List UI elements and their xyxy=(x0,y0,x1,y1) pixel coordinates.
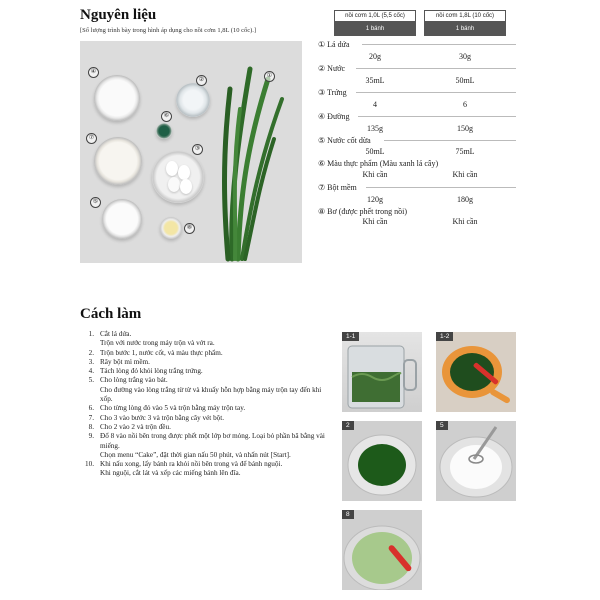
step-text: Trộn với nước trong máy trộn và vớt ra. xyxy=(100,339,215,348)
step-text: Cho lòng trắng vào bát. xyxy=(100,376,168,385)
food-coloring-image xyxy=(156,123,172,139)
value-1l: Khi cần xyxy=(362,170,388,179)
ingredient-label: ⑧ Bơ (được phết trong nồi) xyxy=(318,207,408,216)
step-number: 7. xyxy=(88,413,94,422)
row-divider xyxy=(358,116,516,117)
step-text: Khi nguội, cắt lát và xếp các miếng bánh lên đĩa. xyxy=(100,469,241,478)
step-text: Rây bột mì mềm. xyxy=(100,357,150,366)
list-item xyxy=(80,432,335,460)
value-18l: 30g xyxy=(459,52,471,61)
value-18l: 75mL xyxy=(455,147,475,156)
list-item xyxy=(80,358,335,367)
value-1l: 120g xyxy=(367,195,383,204)
column-header-18l-portion: 1 bánh xyxy=(455,26,475,32)
value-18l: Khi cần xyxy=(452,170,478,179)
list-item xyxy=(80,460,335,479)
step-number: 9. xyxy=(88,432,94,441)
row-divider xyxy=(384,140,516,141)
step-text: Đổ 8 vào nồi bên trong được phết một lớp bơ mỏng. Loại bỏ phần bã bằng vài miếng. xyxy=(100,432,325,450)
step-photo-8 xyxy=(342,510,422,590)
photo-number-4: ④ xyxy=(88,67,99,78)
coconut-milk-bowl-image xyxy=(102,199,142,239)
list-item xyxy=(80,414,335,423)
ingredients-title: Nguyên liệu xyxy=(80,7,157,23)
egg-image xyxy=(168,177,180,192)
egg-image xyxy=(178,165,190,180)
step-number: 10. xyxy=(85,460,94,469)
column-header-18l-cooker: nồi cơm 1,8L (10 cốc) xyxy=(424,10,506,22)
value-1l: 4 xyxy=(373,100,377,109)
step-photo-tag: 2 xyxy=(342,421,354,430)
steps-list xyxy=(80,330,335,479)
water-bowl-image xyxy=(176,83,210,117)
step-text: Cho 3 vào bước 3 và trộn bằng cây vét bột. xyxy=(100,413,225,422)
ingredients-photo xyxy=(80,41,302,263)
column-header-18l xyxy=(424,10,506,36)
ingredient-label: ① Lá dứa xyxy=(318,40,350,49)
step-text: Tách lòng đỏ khỏi lòng trắng trứng. xyxy=(100,367,203,376)
step-photo-tag: 1-2 xyxy=(436,332,453,341)
photo-number-1: ① xyxy=(264,71,275,82)
butter-dish-image xyxy=(160,217,182,239)
green-liquid-bowl-image xyxy=(342,421,422,501)
step-number: 4. xyxy=(88,367,94,376)
list-item xyxy=(80,404,335,413)
step-number: 2. xyxy=(88,348,94,357)
list-item xyxy=(80,367,335,376)
value-1l: 20g xyxy=(369,52,381,61)
step-text: Khi nấu xong, lấy bánh ra khỏi nồi bên trong và để bánh nguội. xyxy=(100,460,283,469)
column-header-1l-cooker: nồi cơm 1,0L (5,5 cốc) xyxy=(334,10,416,22)
list-item xyxy=(80,349,335,358)
ingredient-label: ⑥ Màu thực phẩm (Màu xanh lá cây) xyxy=(318,159,439,168)
list-item xyxy=(80,330,335,349)
photo-number-5: ⑤ xyxy=(90,197,101,208)
list-item xyxy=(80,376,335,404)
ingredient-label: ⑤ Nước cốt dừa xyxy=(318,136,371,145)
ingredients-note: [Số lượng trình bày trong hình áp dụng cho nồi cơm 1,8L (10 cốc).] xyxy=(80,27,257,34)
step-number: 8. xyxy=(88,422,94,431)
photo-number-2: ② xyxy=(196,75,207,86)
row-divider xyxy=(366,187,516,188)
step-photo-5 xyxy=(436,421,516,501)
column-header-1l-portion: 1 bánh xyxy=(365,26,385,32)
step-photo-tag: 1-1 xyxy=(342,332,359,341)
green-batter-image xyxy=(342,510,422,590)
strainer-image xyxy=(436,332,516,412)
step-text: Cho từng lòng đỏ vào 5 và trộn bằng máy trộn tay. xyxy=(100,404,246,413)
value-1l: 50mL xyxy=(365,147,385,156)
step-number: 6. xyxy=(88,404,94,413)
ingredient-label: ⑦ Bột mềm xyxy=(318,183,357,192)
step-number: 1. xyxy=(88,330,94,338)
method-title: Cách làm xyxy=(80,306,142,322)
ingredient-label: ② Nước xyxy=(318,64,346,73)
blender-image xyxy=(342,332,422,412)
value-18l: 150g xyxy=(457,124,473,133)
step-photo-1-2 xyxy=(436,332,516,412)
photo-number-3: ③ xyxy=(192,144,203,155)
value-1l: Khi cần xyxy=(362,217,388,226)
value-1l: 35mL xyxy=(365,76,385,85)
step-text: Chọn menu “Cake”, đặt thời gian nấu 50 phút, và nhấn nút [Start]. xyxy=(100,450,291,459)
photo-number-8: ⑧ xyxy=(184,223,195,234)
step-text: Cắt lá dứa. xyxy=(100,330,132,338)
column-header-1l xyxy=(334,10,416,36)
pandan-leaves-image xyxy=(210,59,290,263)
value-18l: 50mL xyxy=(455,76,475,85)
step-photo-1-1 xyxy=(342,332,422,412)
row-divider xyxy=(356,92,516,93)
step-text: Trộn bước 1, nước cốt, và màu thực phẩm. xyxy=(100,348,223,357)
photo-number-7: ⑦ xyxy=(86,133,97,144)
step-number: 3. xyxy=(88,357,94,366)
egg-image xyxy=(166,161,178,176)
sugar-bowl-image xyxy=(94,75,140,121)
step-photo-tag: 5 xyxy=(436,421,448,430)
egg-image xyxy=(180,179,192,194)
row-divider xyxy=(362,44,516,45)
value-1l: 135g xyxy=(367,124,383,133)
step-number: 5. xyxy=(88,376,94,385)
ingredient-label: ③ Trứng xyxy=(318,88,347,97)
value-18l: 180g xyxy=(457,195,473,204)
eggs-bowl-image xyxy=(152,151,204,203)
photo-number-6: ⑥ xyxy=(161,111,172,122)
whisked-egg-white-image xyxy=(436,421,516,501)
step-photo-tag: 8 xyxy=(342,510,354,519)
list-item xyxy=(80,423,335,432)
ingredient-label: ④ Đường xyxy=(318,112,350,121)
step-photo-2 xyxy=(342,421,422,501)
flour-bowl-image xyxy=(94,137,142,185)
row-divider xyxy=(356,68,516,69)
value-18l: 6 xyxy=(463,100,467,109)
value-18l: Khi cần xyxy=(452,217,478,226)
step-text: Cho đường vào lòng trắng từ từ và khuấy hỗn hợp bằng máy trộn tay đến khi xốp. xyxy=(100,385,322,404)
step-text: Cho 2 vào 2 và trộn đều. xyxy=(100,422,171,431)
